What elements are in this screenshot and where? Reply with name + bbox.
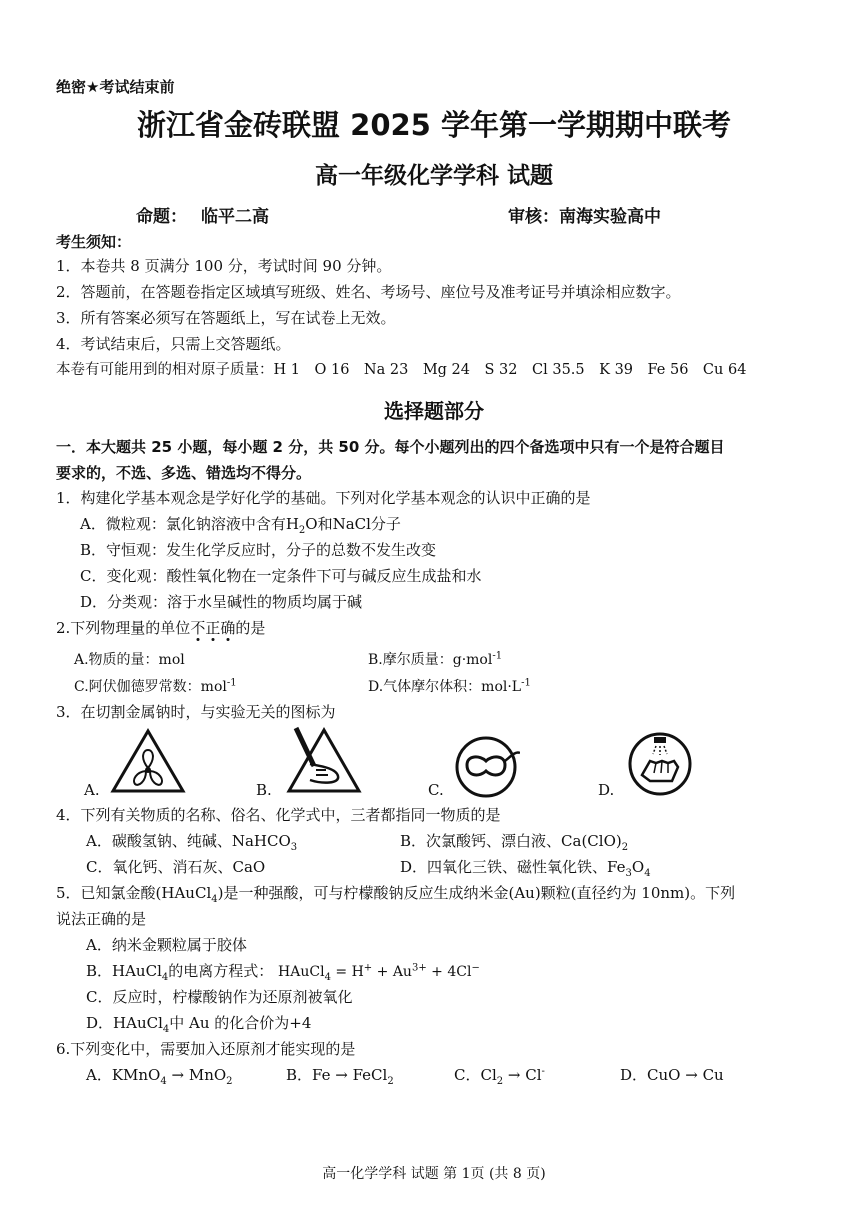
q2-option-a: A.物质的量：mol (74, 652, 185, 668)
notice-item-4: 4．考试结束后，只需上交答题纸。 (56, 335, 291, 353)
q2-d-sup: -1 (521, 677, 531, 689)
q5-option-b (86, 961, 480, 982)
q5-eq-part-2: = H (330, 964, 364, 980)
q2-option-c (74, 677, 237, 697)
q2-c-sup: -1 (226, 677, 237, 689)
q2-emphasis-2: 正 (205, 619, 221, 637)
q5-eq-sup-3: − (471, 962, 480, 974)
q2-option-d (368, 677, 531, 697)
q4-option-b (400, 831, 628, 851)
q4-a-sub: 3 (290, 842, 298, 853)
q2-d-text: D.气体摩尔体积：mol·L (368, 679, 522, 695)
q5-eq-part-1: HAuCl (278, 964, 325, 980)
q4-option-c: C．氧化钙、消石灰、CaO (86, 858, 266, 876)
q2-option-b (368, 650, 502, 670)
q1-a-text: A．微粒观：氯化钠溶液中含有H (80, 515, 299, 533)
q5-b-text-2: 的电离方程式： (168, 962, 274, 980)
exam-title: 浙江省金砖联盟 2025 学年第一学期期中联考 (137, 108, 731, 142)
q2-stem (56, 618, 265, 638)
q6-a-text-2: → MnO (166, 1066, 227, 1084)
q4-stem: 4．下列有关物质的名称、俗名、化学式中，三者都指同一物质的是 (56, 806, 501, 824)
q3-label-c: C. (428, 781, 444, 799)
q6-a-sub-2: 2 (226, 1076, 233, 1087)
q5-option-c: C．反应时，柠檬酸钠作为还原剂被氧化 (86, 988, 353, 1006)
q2-b-text: B.摩尔质量：g·mol (368, 652, 493, 668)
q5-eq-part-4: + 4Cl (426, 964, 472, 980)
q5-b-equation (278, 962, 480, 983)
q6-c-sub: 2 (496, 1076, 504, 1087)
q5-eq-sub: 4 (324, 971, 331, 983)
q4-d-sub-2: 4 (644, 868, 651, 879)
q6-option-d: D．CuO → Cu (620, 1066, 724, 1084)
q5-eq-part-3: + Au (372, 964, 412, 980)
q6-a-text: A．KMnO (86, 1066, 161, 1084)
q6-stem: 6.下列变化中，需要加入还原剂才能实现的是 (56, 1040, 356, 1058)
q1-a-sub: 2 (298, 525, 306, 536)
q2-b-sup: -1 (492, 650, 503, 662)
notice-heading: 考生须知： (56, 233, 132, 251)
q5-stem-2: 说法正确的是 (56, 910, 147, 928)
q4-b-sub: 2 (621, 842, 629, 853)
exam-subtitle: 高一年级化学学科 试题 (314, 163, 553, 189)
q2-emphasis-3: 确 (220, 619, 236, 637)
q2-stem-text: 2.下列物理量的单位 (56, 619, 191, 637)
hand-wash-icon (626, 731, 694, 797)
q5-stem-text: 5．已知氯金酸(HAuCl (56, 884, 212, 902)
q4-d-text: D．四氧化三铁、磁性氧化铁、Fe (400, 858, 626, 876)
sharp-object-icon (282, 724, 362, 794)
notice-item-3: 3．所有答案必须写在答题纸上，写在试卷上无效。 (56, 309, 396, 327)
q5-option-d (86, 1013, 311, 1033)
q5-b-sub: 4 (161, 972, 169, 983)
q1-stem: 1．构建化学基本观念是学好化学的基础。下列对化学基本观念的认识中正确的是 (56, 489, 591, 507)
q5-eq-sup-2: 3+ (411, 962, 427, 974)
atomic-masses: 本卷有可能用到的相对原子质量：H 1 O 16 Na 23 Mg 24 S 32 Cl 35.5 K 39 Fe 56 Cu 64 (56, 362, 747, 378)
q2-stem-end: 的是 (235, 619, 266, 637)
q4-d-text-2: O (631, 858, 645, 876)
q3-label-a: A. (84, 781, 100, 799)
q4-option-a (86, 831, 297, 851)
q4-b-text: B．次氯酸钙、漂白液、Ca(ClO) (400, 832, 622, 850)
fan-ventilation-icon (110, 728, 186, 794)
q6-c-sup: - (541, 1066, 545, 1077)
q6-a-sub-1: 4 (160, 1076, 167, 1087)
q6-option-a (86, 1065, 233, 1085)
q1-a-text-2: O和NaCl分子 (305, 515, 401, 533)
q6-option-c (454, 1065, 545, 1085)
q1-option-b: B．守恒观：发生化学反应时，分子的总数不发生改变 (80, 541, 437, 559)
q5-b-text: B．HAuCl (86, 962, 162, 980)
notice-item-2: 2．答题前，在答题卷指定区域填写班级、姓名、考场号、座位号及准考证号并填涂相应数字。 (56, 283, 681, 301)
q3-stem: 3．在切割金属钠时，与实验无关的图标为 (56, 703, 336, 721)
notice-item-1: 1．本卷共 8 页满分 100 分，考试时间 90 分钟。 (56, 257, 392, 275)
author-label: 命题： (136, 207, 187, 227)
q5-stem-1 (56, 883, 735, 903)
q3-label-d: D. (598, 781, 615, 799)
q6-c-text: C．Cl (454, 1066, 497, 1084)
q5-stem-sub: 4 (211, 894, 218, 905)
author-line (136, 202, 269, 227)
q5-stem-text-2: )是一种强酸，可与柠檬酸钠反应生成纳米金(Au)颗粒(直径约为 10nm)。下列 (217, 884, 736, 902)
q5-d-sub: 4 (162, 1024, 170, 1035)
q6-b-sub: 2 (387, 1076, 394, 1087)
q2-c-text: C.阿伏伽德罗常数：mol (74, 679, 227, 695)
section-title: 选择题部分 (384, 399, 484, 423)
q1-option-d: D．分类观：溶于水呈碱性的物质均属于碱 (80, 593, 363, 611)
author-name: 临平二高 (201, 207, 269, 227)
reviewer-name: 南海实验高中 (559, 207, 661, 227)
q6-option-b (286, 1065, 394, 1085)
q4-option-d (400, 857, 651, 877)
page-footer: 高一化学学科 试题 第 1页 (共 8 页) (322, 1166, 546, 1182)
q3-label-b: B. (256, 781, 272, 799)
q5-eq-sup-1: + (363, 962, 373, 974)
q5-d-text: D．HAuCl (86, 1014, 163, 1032)
q5-option-a: A．纳米金颗粒属于胶体 (86, 936, 247, 954)
q6-b-text: B．Fe → FeCl (286, 1066, 388, 1084)
secret-label: 绝密★考试结束前 (56, 78, 175, 96)
section-instruction-2: 要求的，不选、多选、错选均不得分。 (56, 464, 312, 482)
q2-emphasis-1: 不 (190, 619, 206, 637)
goggles-icon (454, 735, 520, 799)
q1-option-c: C．变化观：酸性氧化物在一定条件下可与碱反应生成盐和水 (80, 567, 482, 585)
q1-option-a (80, 514, 401, 534)
reviewer-line (508, 202, 661, 227)
reviewer-label: 审核： (508, 207, 559, 227)
q5-d-text-2: 中 Au 的化合价为+4 (169, 1014, 312, 1032)
q4-a-text: A．碳酸氢钠、纯碱、NaHCO (86, 832, 291, 850)
q6-c-text-2: → Cl (503, 1066, 542, 1084)
q4-d-sub-1: 3 (625, 868, 632, 879)
section-instruction-1: 一．本大题共 25 小题，每小题 2 分，共 50 分。每个小题列出的四个备选项中只有一个是符合题目 (56, 438, 725, 456)
